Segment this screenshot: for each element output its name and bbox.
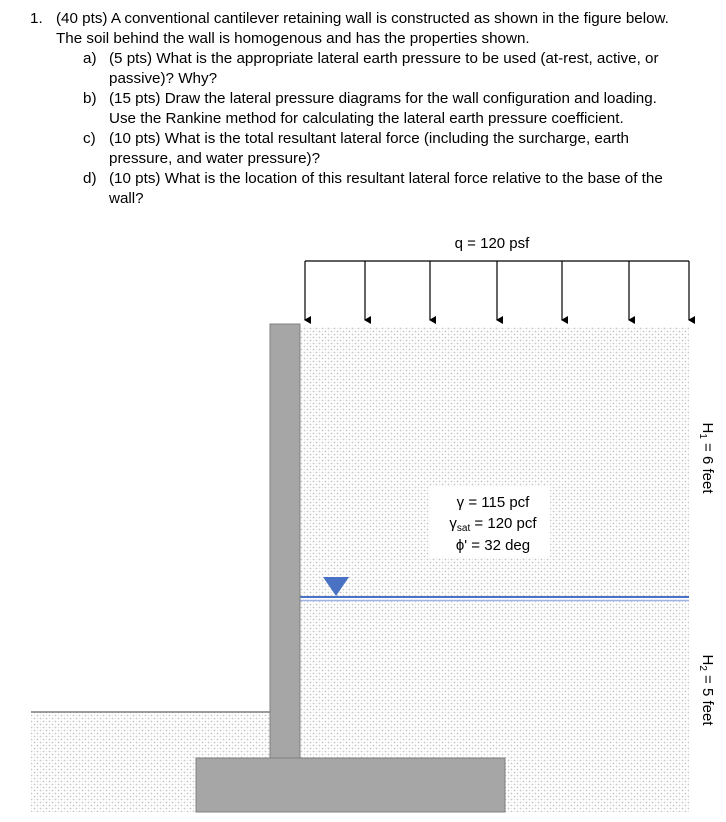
h1-height-label <box>697 422 716 494</box>
wall-footing <box>196 758 505 812</box>
problem-intro-line-1: (40 pts) A conventional cantilever retaining wall is constructed as shown in the figure below. <box>56 10 669 27</box>
part-line-2: pressure, and water pressure)? <box>109 150 321 167</box>
h2-height-label <box>697 654 716 726</box>
part-line-1: (15 pts) Draw the lateral pressure diagrams for the wall configuration and loading. <box>109 90 657 107</box>
part-letter: b) <box>83 90 97 107</box>
problem-number: 1. <box>30 10 43 27</box>
gamma-sat-value: = 120 pcf <box>470 515 537 532</box>
soil-gamma-label: γ = 115 pcf <box>456 494 530 511</box>
h1-subscript: 1 <box>697 433 708 439</box>
part-line-2: passive)? Why? <box>109 70 218 87</box>
h2-suffix: = 5 feet <box>699 670 716 726</box>
part-line-1: (10 pts) What is the total resultant lateral force (including the surcharge, earth <box>109 130 630 147</box>
part-letter: a) <box>83 50 97 67</box>
h2-subscript: 2 <box>697 665 708 671</box>
surcharge-arrows <box>305 261 689 320</box>
h2-prefix: H <box>699 654 716 666</box>
part-line-1: (5 pts) What is the appropriate lateral earth pressure to be used (at-rest, active, or <box>109 50 659 67</box>
part-letter: d) <box>83 170 97 187</box>
gamma-sat-subscript: sat <box>456 523 471 534</box>
part-line-1: (10 pts) What is the location of this resultant lateral force relative to the base of the <box>109 170 663 187</box>
part-line-2: wall? <box>109 190 144 207</box>
soil-phi-label: ϕ' = 32 deg <box>455 537 531 554</box>
h1-prefix: H <box>699 422 716 434</box>
part-line-2: Use the Rankine method for calculating the lateral earth pressure coefficient. <box>109 110 624 127</box>
gamma-sat-symbol: γ <box>449 515 457 532</box>
part-letter: c) <box>83 130 96 147</box>
problem-intro-line-2: The soil behind the wall is homogenous and has the properties shown. <box>56 30 530 47</box>
surcharge-label: q = 120 psf <box>454 235 530 252</box>
h1-suffix: = 6 feet <box>699 438 716 494</box>
wall-stem <box>270 324 300 758</box>
